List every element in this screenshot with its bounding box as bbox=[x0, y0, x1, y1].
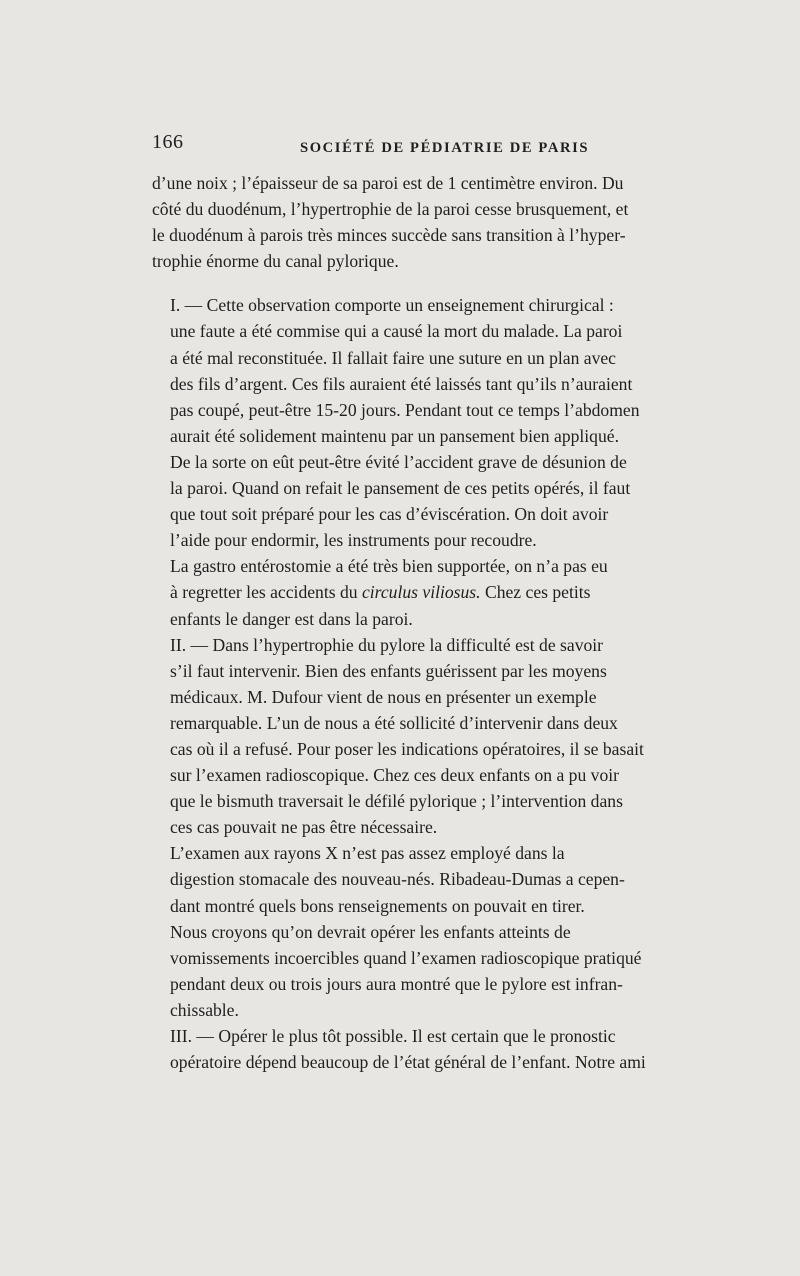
text-line: aurait été solidement maintenu par un pansement bien appliqué. bbox=[170, 425, 619, 446]
text-line: d’une noix ; l’épaisseur de sa paroi est de 1 centimètre environ. Du bbox=[152, 173, 624, 193]
text-line: s’il faut intervenir. Bien des enfants guérissent par les moyens bbox=[170, 660, 607, 681]
text-run: à regretter les accidents du bbox=[170, 582, 362, 603]
text-line: II. — Dans l’hypertrophie du pylore la difficulté est de savoir bbox=[170, 634, 604, 655]
text-line: La gastro entérostomie a été très bien supportée, on n’a pas eu bbox=[170, 556, 608, 577]
text-line: opératoire dépend beaucoup de l’état général de l’enfant. Notre ami bbox=[170, 1052, 646, 1073]
text-line: III. — Opérer le plus tôt possible. Il est certain que le pronostic bbox=[170, 1026, 616, 1046]
text-line: pas coupé, peut-être 15-20 jours. Pendant tout ce temps l’abdomen bbox=[170, 399, 640, 420]
text-line: digestion stomacale des nouveau-nés. Ribadeau-Dumas a cepen- bbox=[170, 869, 625, 890]
running-head bbox=[152, 125, 700, 170]
paragraph-gap bbox=[152, 274, 700, 292]
paragraph-4 bbox=[152, 632, 700, 841]
text-line: médicaux. M. Dufour vient de nous en présenter un exemple bbox=[170, 686, 597, 707]
paragraph-6 bbox=[152, 1023, 700, 1075]
text-line: pendant deux ou trois jours aura montré que le pylore est infran- bbox=[170, 973, 623, 994]
paragraph-2 bbox=[152, 292, 700, 553]
text-line: Nous croyons qu’on devrait opérer les enfants atteints de bbox=[170, 921, 571, 942]
text-line: une faute a été commise qui a causé la mort du malade. La paroi bbox=[170, 321, 623, 342]
text-line: l’aide pour endormir, les instruments pour recoudre. bbox=[170, 530, 537, 551]
text-line: côté du duodénum, l’hypertrophie de la paroi cesse brusquement, et bbox=[152, 199, 629, 220]
text-line: cas où il a refusé. Pour poser les indications opératoires, il se basait bbox=[170, 738, 644, 759]
italic-phrase: circulus viliosus. bbox=[361, 582, 481, 603]
page-text bbox=[152, 125, 700, 1075]
text-line: que tout soit préparé pour les cas d’éviscération. On doit avoir bbox=[170, 504, 609, 525]
text-line: la paroi. Quand on refait le pansement de ces petits opérés, il faut bbox=[170, 478, 631, 499]
running-title: SOCIÉTÉ DE PÉDIATRIE DE PARIS bbox=[300, 140, 590, 156]
text-line: sur l’examen radioscopique. Chez ces deux enfants on a pu voir bbox=[170, 765, 619, 786]
text-line: que le bismuth traversait le défilé pylorique ; l’intervention dans bbox=[170, 791, 623, 812]
text-line: chissable. bbox=[170, 999, 239, 1020]
text-line: enfants le danger est dans la paroi. bbox=[170, 608, 413, 629]
paragraph-1 bbox=[152, 170, 700, 274]
text-line: dant montré quels bons renseignements on pouvait en tirer. bbox=[170, 895, 585, 916]
text-line: le duodénum à parois très minces succède sans transition à l’hyper- bbox=[152, 225, 626, 246]
text-line: ces cas pouvait ne pas être nécessaire. bbox=[170, 817, 438, 838]
page-number: 166 bbox=[152, 131, 184, 153]
text-line: I. — Cette observation comporte un enseignement chirurgical : bbox=[170, 295, 614, 316]
text-line: remarquable. L’un de nous a été sollicité d’intervenir dans deux bbox=[170, 712, 618, 733]
text-line: des fils d’argent. Ces fils auraient été laissés tant qu’ils n’auraient bbox=[170, 373, 633, 394]
text-line: a été mal reconstituée. Il fallait faire une suture en un plan avec bbox=[170, 347, 616, 368]
text-line: De la sorte on eût peut-être évité l’accident grave de désunion de bbox=[170, 451, 627, 472]
text-run: Chez ces petits bbox=[480, 582, 591, 603]
text-line: L’examen aux rayons X n’est pas assez employé dans la bbox=[170, 843, 565, 864]
text-line bbox=[152, 579, 700, 605]
text-line: vomissements incoercibles quand l’examen radioscopique pratiqué bbox=[170, 947, 642, 968]
paragraph-5 bbox=[152, 840, 700, 1023]
paragraph-3 bbox=[152, 553, 700, 631]
text-line: trophie énorme du canal pylorique. bbox=[152, 251, 399, 272]
